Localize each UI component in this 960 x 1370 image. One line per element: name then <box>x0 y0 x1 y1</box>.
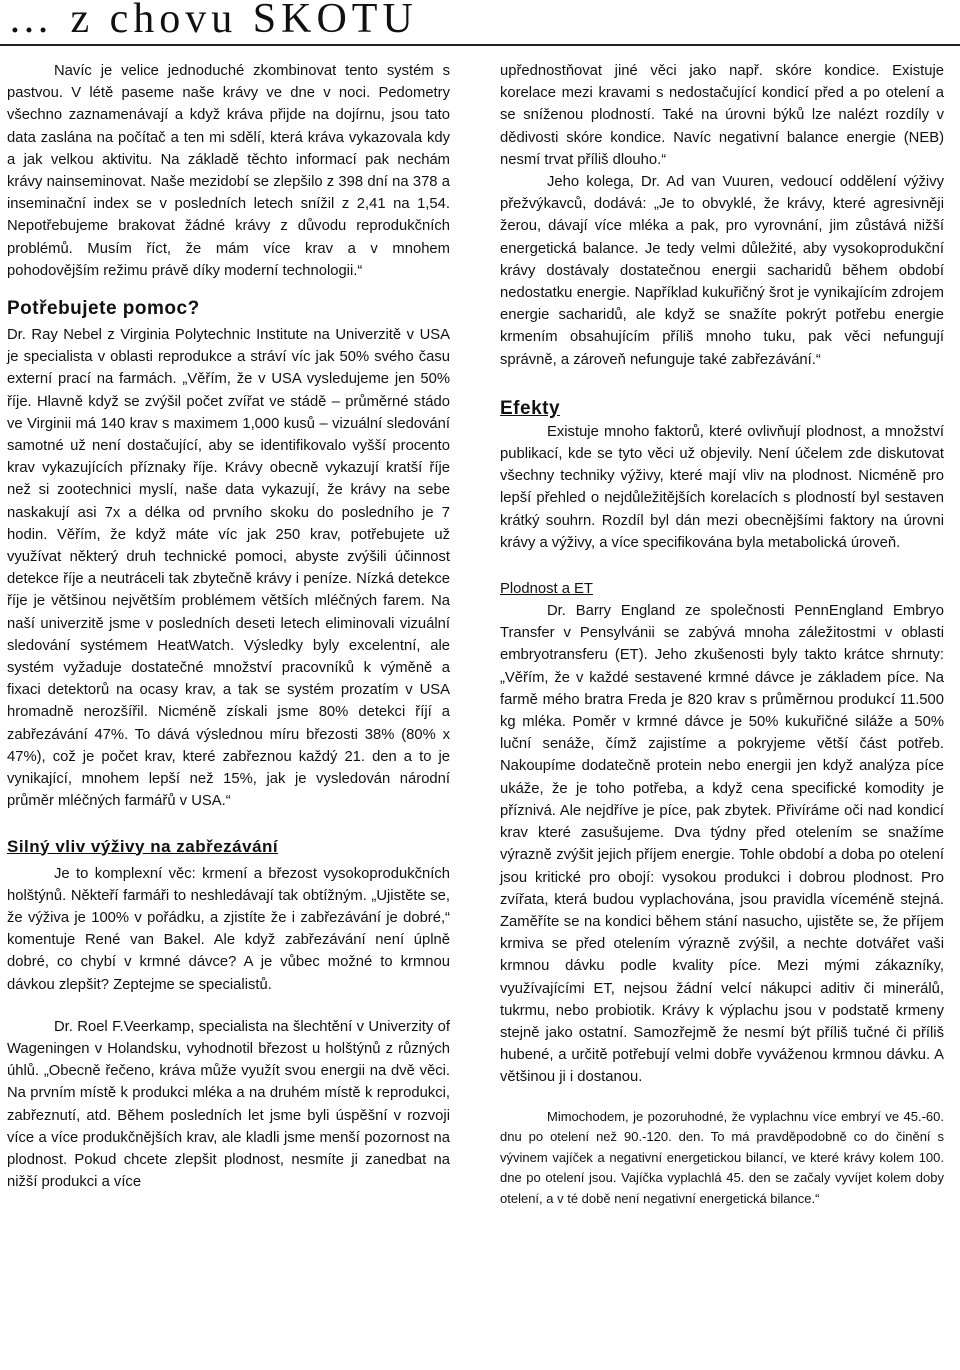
nutrition-paragraph-1: Je to komplexní věc: krmení a březost vysokoprodukčních holštýnů. Někteří farmáři to neshledávají tak obtížným. „Ujistěte se, že výživa je 100% v pořádku, a zjistíte že i zabřezávání je dobré,“ komentuje René van Bakel. Ale když zabřezávání není úplně dobré, co chybí v krmné dávce? A je vůbec možné to krmnou dávkou zlepšit? Zeptejme se specialistů. <box>7 865 450 993</box>
continued-paragraph-2: Jeho kolega, Dr. Ad van Vuuren, vedoucí oddělení výživy přežvýkavců, dodává: „Je to obvyklé, že krávy, které agresivněji žerou, dávají více mléka a pak, pro vyrovnání, jim zůstává nižší energetická balance. Je tedy velmi důležité, aby vysokoprodukční krávy dostávaly dostatečnou energii sacharidů během období nedostatku energie. Například kukuřičný šrot je vynikajícím zdrojem energie sacharidů, ale když se snažíte pokrýt potřebu energie krmením obsahujícím příliš mnoho tuku, pak věci nefungují správně, a zároveň nefunguje také zabřezávání.“ <box>500 174 944 368</box>
heading-help: Potřebujete pomoc? <box>7 298 200 320</box>
page-title: … z chovu SKOTU <box>8 0 418 42</box>
intro-paragraph: Navíc je velice jednoduché zkombinovat tento systém s pastvou. V létě paseme naše krávy ve dne v noci. Pedometry všechno zaznamenávají a když kráva přijde na dojírnu, jsou tato data zaslána na počítač a ten mi sdělí, která kráva vykazovala kdy a jak velkou aktivitu. Na základě těchto informací pak nechám krávy nainseminovat. Naše mezidobí se zlepšilo z 398 dní na 378 a inseminační index se v posledních letech snížil z 2,41 na 1,54. Nepotřebujeme brakovat žádné krávy z důvodu reprodukčních problémů. Musím říct, že mám více krav a v mnohem pohodovějším režimu právě díky moderní technologii.“ <box>7 63 450 279</box>
heading-effects: Efekty <box>500 397 561 419</box>
heading-et: Plodnost a ET <box>500 581 593 598</box>
right-column <box>500 60 944 1209</box>
left-column <box>7 60 450 1193</box>
help-paragraph: Dr. Ray Nebel z Virginia Polytechnic Institute na Univerzitě v USA je specialista v oblasti reprodukce a stráví víc jak 50% svého času externí prací na farmách. „Věřím, že v USA vysledujeme jen 50% říje. Hlavně když se zvýšil počet zvířat ve stádě – průměrné stádo ve Virginii má 140 krav s maximem 1,000 kusů – vizuální sledování samotné už není dostačující, aby se identifikovalo vyšší procento krav vykazujících příznaky říje. Krávy obecně vykazují kratší říje než si zootechnici myslí, naše data vykazují, že krávy na sebe naskakují asi 7x a délka od prvního skoku do posledního je 7 hodin. Věřím, že když máte víc jak 250 krav, potřebujete už využívat některý druh technické pomoci, abyste zvýšili účinnost detekce říje a neutráceli tak zbytečně krávy i peníze. Nízká detekce říje je většinou největším problémem větších mléčných farem. Na naší univerzitě jsme v posledních deseti letech eliminovali vizuální sledování systémem HeatWatch. Výsledky byly excelentní, ale systém vyžaduje dostatečné množství pracovníků k výměně a fixaci detektorů na ocasy krav, a tak se systém prozatím v USA hromadně nerozšířil. Nicméně získali jsme 80% detekci říjí a zabřezávání 47%. To dává výslednou míru březosti 38% (80% x 47%), což je počet krav, které zabřeznou každý 21. den a to je vynikající, mnohem lepší než 15%, jak je vysledován národní průměr mléčných farmářů v USA.“ <box>7 327 450 810</box>
et-paragraph: Dr. Barry England ze společnosti PennEngland Embryo Transfer v Pensylvánii se zabývá mnoha záležitostmi v oblasti embryotransferu (ET). Jeho zkušenosti byly takto krátce shrnuty: „Věřím, že v každé sestavené krmné dávce je základem píce. Na farmě mého bratra Freda je 820 krav s průměrnou produkcí 11.500 kg mléka. Poměr v krmné dávce je 50% kukuřičné siláže a 50% luční senáže, čímž zajistíme a pokryjeme větší část potřeb. Nakoupíme dodatečně protein nebo energii jen když analýza píce ukáže, že je toho potřeba, a když cena specifické komodity je příznivá. Ale nejdříve je píce, pak zbytek. Přivíráme oči nad kondicí krav které zasušujeme. Dva týdny před otelením se snažíme výrazně zvýšit jejich příjem energie. Tohle období a doba po otelení jsou kritické pro obojí: vysokou produkci i dobrou plodnost. Pro zvířata, která budou vyplachována, jsou pravidla víceméně stejná. Zaměříte se na kondici během stání nasucho, ujistěte se, že příjem krmiva se před otelením výrazně zvýšil, a nechte dotvářet vaši krmnou dávku podle kvality píce. Mezi mými zákazníky, využívajícími ET, nejsou žádní velcí nákupci aditiv či minerálů, tukrmu, nebo probiotik. Krávy k výplachu jsou v podstatě krmeny stejně jako ostatní. Samozřejmě že nesmí být příliš tučné či příliš hubené, a určitě potřebují velmi dobře vyváženou krmnou dávku. A většinou ji i dostanou. <box>500 603 944 1086</box>
header-bar <box>0 0 960 46</box>
nutrition-paragraph-2: Dr. Roel F.Veerkamp, specialista na šlechtění v Univerzity of Wageningen v Holandsku, vyhodnotil březost u holštýnů z různých úhlů. „Obecně řečeno, kráva může využít svou energii na dvě věci. Na prvním místě k produkci mléka a na druhém místě k reprodukci, zabřeznutí, atd. Během posledních let jsme byli úspěšní v rozvoji více a více produkčnějších krav, ale kladli jsme menší pozornost na plodnost. Pokud chcete zlepšit plodnost, nesmíte ji zanedbat na nižší produkci a více <box>7 1018 450 1191</box>
continued-paragraph-1: upřednostňovat jiné věci jako např. skóre kondice. Existuje korelace mezi kravami s nedostačující kondicí před a po otelení a se sníženou plodností. Také na úrovni býků lze nalézt rozdíly v dědivosti skóre kondice. Navíc negativní balance energie (NEB) nesmí trvat příliš dlouho.“ <box>500 63 944 168</box>
effects-paragraph: Existuje mnoho faktorů, které ovlivňují plodnost, a množství publikací, kde se tyto věci už objevily. Není účelem zde diskutovat všechny techniky výživy, které mají vliv na plodnost. Nicméně pro lepší přehled o nejdůležitějších korelacích s plodností byl sestaven krátký souhrn. Rozdíl byl dán mezi obecnějšími faktory na úrovni krávy a výživy, a více specifikována byla metabolická úroveň. <box>500 423 944 551</box>
side-note: Mimochodem, je pozoruhodné, že vyplachnu více embryí ve 45.-60. dnu po otelení než 90.-120. den. To má pravděpodobně co do činění s vývinem vajíček a negativní energetickou bilancí, ve které krávy kolem 100. dne po otelení jsou. Vajíčka vyplachlá 45. den se začaly vyvíjet kolem doby otelení, a v té době není negativní energetická bilance.“ <box>500 1108 944 1206</box>
heading-nutrition: Silný vliv výživy na zabřezávání <box>7 836 279 856</box>
